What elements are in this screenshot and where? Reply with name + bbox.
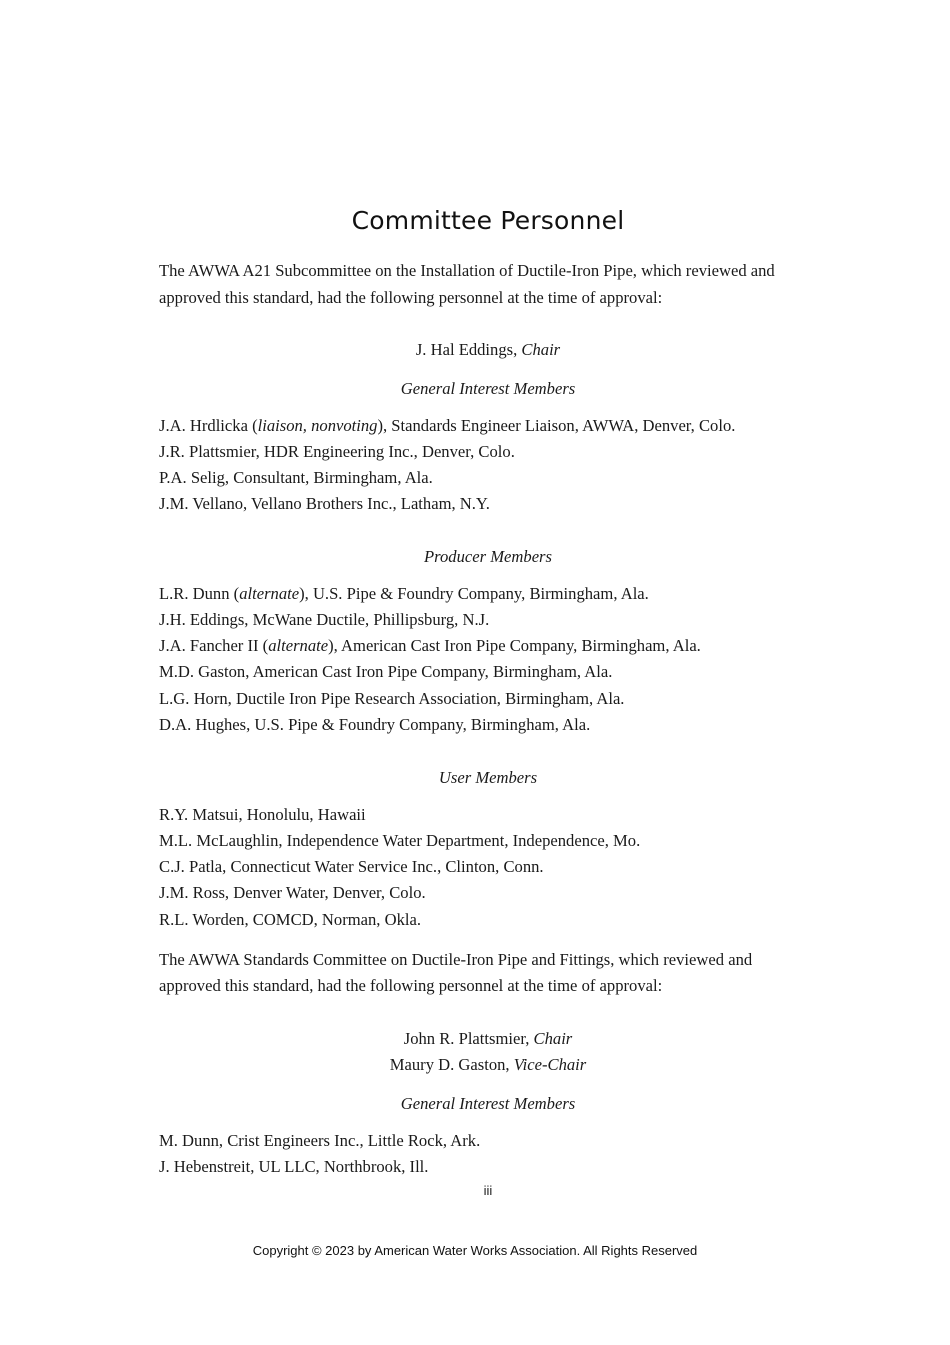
intro-paragraph-1-line-2: approved this standard, had the following personnel at the time of approval:: [159, 288, 663, 307]
list-item: J.M. Ross, Denver Water, Denver, Colo.: [159, 883, 426, 902]
section-heading-general-interest-2: General Interest Members: [400, 1094, 576, 1113]
section-heading-user: User Members: [438, 768, 538, 787]
list-item: J.R. Plattsmier, HDR Engineering Inc., Denver, Colo.: [159, 442, 515, 461]
intro-paragraph-2-line-1: The AWWA Standards Committee on Ductile-Iron Pipe and Fittings, which reviewed and: [159, 950, 753, 969]
copyright-footer: Copyright © 2023 by American Water Works Association. All Rights Reserved: [252, 1243, 698, 1258]
subcommittee-chair: J. Hal Eddings, Chair: [415, 340, 561, 359]
list-item: P.A. Selig, Consultant, Birmingham, Ala.: [159, 468, 433, 487]
list-item: L.R. Dunn (alternate), U.S. Pipe & Foundry Company, Birmingham, Ala.: [159, 584, 649, 603]
committee-vice-chair: Maury D. Gaston, Vice-Chair: [389, 1055, 587, 1074]
list-item: L.G. Horn, Ductile Iron Pipe Research Association, Birmingham, Ala.: [159, 689, 625, 708]
intro-paragraph-2-line-2: approved this standard, had the following personnel at the time of approval:: [159, 976, 663, 995]
list-item: J.A. Hrdlicka (liaison, nonvoting), Standards Engineer Liaison, AWWA, Denver, Colo.: [159, 416, 736, 435]
list-item: M.L. McLaughlin, Independence Water Department, Independence, Mo.: [159, 831, 641, 850]
list-item: R.Y. Matsui, Honolulu, Hawaii: [159, 805, 366, 824]
list-item: J.M. Vellano, Vellano Brothers Inc., Latham, N.Y.: [159, 494, 490, 513]
page-number: iii: [483, 1183, 493, 1198]
intro-paragraph-1-line-1: The AWWA A21 Subcommittee on the Installation of Ductile-Iron Pipe, which reviewed and: [159, 261, 775, 280]
list-item: C.J. Patla, Connecticut Water Service Inc., Clinton, Conn.: [159, 857, 544, 876]
list-item: D.A. Hughes, U.S. Pipe & Foundry Company, Birmingham, Ala.: [159, 715, 591, 734]
section-heading-general-interest-1: General Interest Members: [400, 379, 576, 398]
section-heading-producer: Producer Members: [424, 547, 552, 566]
list-item: M. Dunn, Crist Engineers Inc., Little Rock, Ark.: [159, 1131, 481, 1150]
list-item: J.A. Fancher II (alternate), American Cast Iron Pipe Company, Birmingham, Ala.: [159, 636, 701, 655]
committee-chair: John R. Plattsmier, Chair: [403, 1029, 573, 1048]
page-title: Committee Personnel: [351, 206, 625, 235]
list-item: J. Hebenstreit, UL LLC, Northbrook, Ill.: [159, 1157, 429, 1176]
list-item: J.H. Eddings, McWane Ductile, Phillipsburg, N.J.: [159, 610, 490, 629]
list-item: M.D. Gaston, American Cast Iron Pipe Company, Birmingham, Ala.: [159, 662, 613, 681]
list-item: R.L. Worden, COMCD, Norman, Okla.: [159, 910, 421, 929]
